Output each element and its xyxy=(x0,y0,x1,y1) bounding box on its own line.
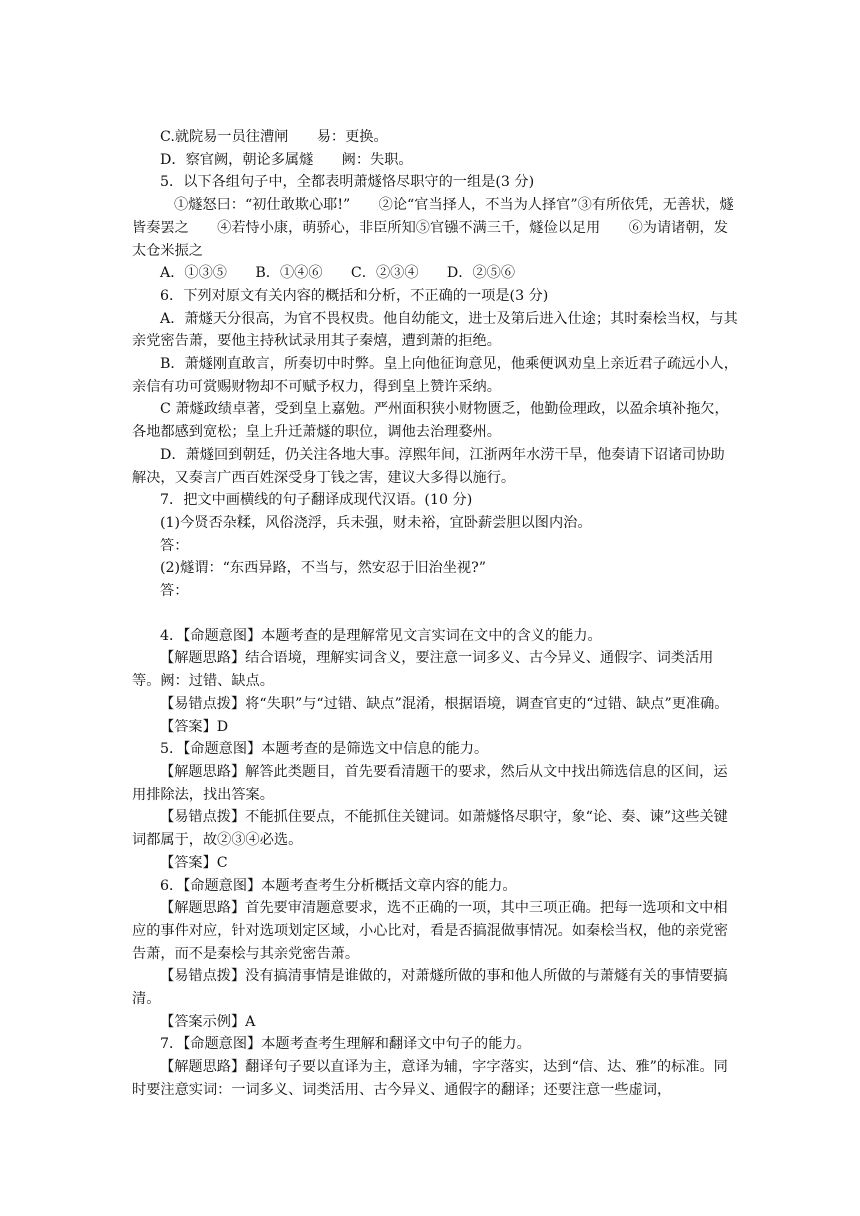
a7-approach: 【解题思路】翻译句子要以直译为主，意译为辅，字字落实，达到“信、达、雅”的标准。同时要注意实词：一词多义、词类活用、古今异义、通假字的翻译；还要注意一些虚词， xyxy=(132,1059,728,1098)
q6-option-d: D．萧燧回到朝廷，仍关注各地大事。淳熙年间，江浙两年水涝干旱，他奏请下诏诸司协助解决，又奏言广西百姓深受身丁钱之害，建议大多得以施行。 xyxy=(132,446,725,486)
option-d-q4: D．察官阙，朝论多属燧 阙：失职。 xyxy=(160,151,413,168)
document-page xyxy=(132,126,738,1102)
q6-option-b: B．萧燧刚直敢言，所奏切中时弊。皇上向他征询意见，他乘便讽劝皇上亲近君子疏远小人，亲信有功可赏赐财物却不可赋予权力，得到皇上赞许采纳。 xyxy=(132,356,738,395)
a4-approach: 【解题思路】结合语境，理解实词含义，要注意一词多义、古今异义、通假字、词类活用等。阙：过错、缺点。 xyxy=(132,650,714,690)
a6-intent: 6．【命题意图】本题考查考生分析概括文章内容的能力。 xyxy=(160,877,517,894)
a6-pitfall: 【易错点拨】没有搞清事情是谁做的，对萧燧所做的事和他人所做的与萧燧有关的事情要搞清。 xyxy=(132,968,728,1008)
a7-intent: 7．【命题意图】本题考查考生理解和翻译文中句子的能力。 xyxy=(160,1036,531,1053)
q6-option-a: A．萧燧天分很高，为官不畏权贵。他自幼能文，进士及第后进入仕途；其时秦桧当权，与其亲党密告萧，要他主持秋试录用其子秦熺，遭到萧的拒绝。 xyxy=(132,310,738,350)
q7-sentence-1: (1)今贤否杂糅，风俗浇浮，兵未强，财未裕，宜卧薪尝胆以图内治。 xyxy=(160,514,592,531)
a4-intent: 4．【命题意图】本题考查的是理解常见文言实词在文中的含义的能力。 xyxy=(160,627,602,644)
a6-answer: 【答案示例】A xyxy=(160,1013,256,1030)
q6-option-c: C 萧燧政绩卓著，受到皇上嘉勉。严州面积狭小财物匮乏，他勤俭理政，以盈余填补拖欠，各地都感到宽松；皇上升迁萧燧的职位，调他去治理婺州。 xyxy=(132,401,729,441)
a4-pitfall: 【易错点拨】将“失职”与“过错、缺点”混淆，根据语境，调查官吏的“过错、缺点”更准确。 xyxy=(160,695,729,712)
q5-stem: 5．以下各组句子中，全都表明萧燧恪尽职守的一组是(3 分) xyxy=(160,174,535,191)
a5-pitfall: 【易错点拨】不能抓住要点，不能抓住关键词。如萧燧恪尽职守，象“论、奏、谏”这些关键词都属于，故②③④必选。 xyxy=(132,809,728,849)
q6-stem: 6．下列对原文有关内容的概括和分析，不正确的一项是(3 分) xyxy=(160,287,549,304)
a4-answer: 【答案】D xyxy=(160,718,229,735)
a5-approach: 【解题思路】解答此类题目，首先要看清题干的要求，然后从文中找出筛选信息的区间，运用排除法，找出答案。 xyxy=(132,763,728,803)
a6-approach: 【解题思路】首先要审清题意要求，选不正确的一项，其中三项正确。把每一选项和文中相应的事件对应，针对选项划定区域，小心比对，看是否搞混做事情况。如秦桧当权，他的亲党密告萧，而不是秦桧与其亲党密告萧。 xyxy=(132,900,728,962)
section-gap xyxy=(132,603,738,625)
q5-options: A．①③⑤ B．①④⑥ C．②③④ D．②⑤⑥ xyxy=(160,265,516,282)
q7-stem: 7．把文中画横线的句子翻译成现代汉语。(10 分) xyxy=(160,492,473,509)
option-c-q4: C.就院易一员往漕闸 易：更换。 xyxy=(160,129,388,145)
answer-label-1: 答： xyxy=(160,537,189,554)
q5-items: ①燧怒曰：“初仕敢欺心耶!” ②论“官当择人，不当为人择官”③有所依凭，无善状，燧皆奏罢之 ④若恃小康，萌骄心，非臣所知⑤官镪不满三千，燧俭以足用 ⑥为请诸朝，发太仓米振之 xyxy=(132,197,734,259)
a5-answer: 【答案】C xyxy=(160,854,228,871)
answer-label-2: 答： xyxy=(160,583,189,600)
a5-intent: 5．【命题意图】本题考查的是筛选文中信息的能力。 xyxy=(160,741,489,758)
q7-sentence-2: (2)燧谓：“东西异路，不当与，然安忍于旧治坐视?” xyxy=(160,560,486,577)
